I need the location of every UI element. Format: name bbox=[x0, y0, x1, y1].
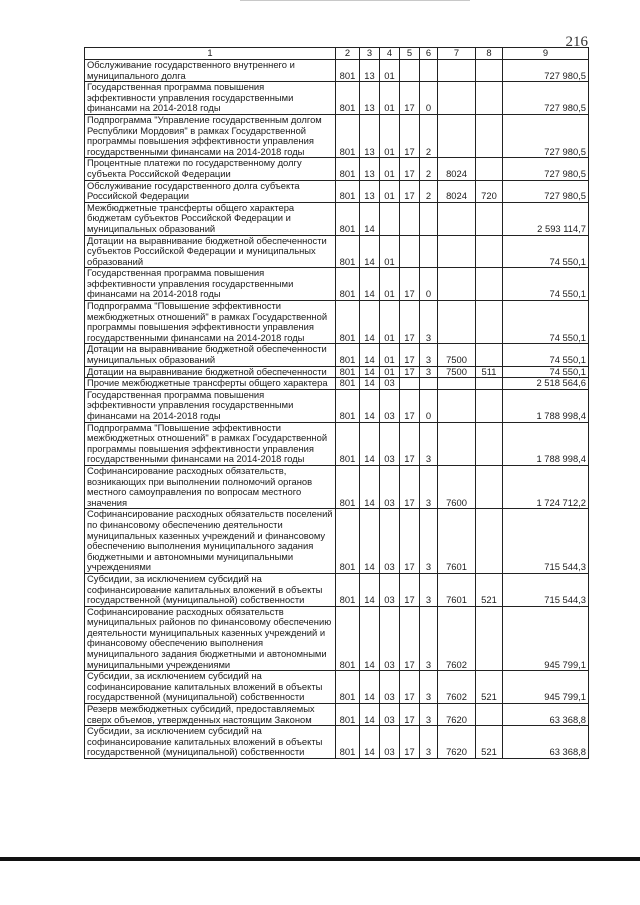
row-description: Дотации на выравнивание бюджетной обеспеченности bbox=[85, 366, 336, 378]
subsection-code: 01 bbox=[380, 82, 400, 115]
gov-code: 801 bbox=[336, 509, 360, 574]
subsection-code: 01 bbox=[380, 268, 400, 301]
target-article-code bbox=[438, 301, 476, 344]
expense-type-code bbox=[476, 606, 503, 671]
amount-value: 74 550,1 bbox=[503, 301, 589, 344]
section-code: 14 bbox=[360, 268, 380, 301]
row-description: Подпрограмма "Повышение эффективности межбюджетных отношений" в рамках Государственной программы повышения эффективности управления государственными финансами на 2014-2018 годы bbox=[85, 301, 336, 344]
table-row bbox=[85, 268, 589, 301]
subprogram-code: 3 bbox=[420, 301, 438, 344]
target-article-code: 7602 bbox=[438, 671, 476, 704]
row-description: Софинансирование расходных обязательств, возникающих при выполнении полномочий органов местного самоуправления по вопросам местного значения bbox=[85, 465, 336, 508]
expense-type-code bbox=[476, 422, 503, 465]
amount-value: 727 980,5 bbox=[503, 60, 589, 82]
subsection-code: 01 bbox=[380, 114, 400, 157]
column-header: 1 bbox=[85, 48, 336, 60]
gov-code: 801 bbox=[336, 378, 360, 390]
subsection-code: 03 bbox=[380, 465, 400, 508]
row-description: Государственная программа повышения эффективности управления государственными финансами на 2014-2018 годы bbox=[85, 389, 336, 422]
table-row bbox=[85, 344, 589, 366]
row-description: Подпрограмма "Повышение эффективности межбюджетных отношений" в рамках Государственной программы повышения эффективности управления государственными финансами на 2014-2018 годы bbox=[85, 422, 336, 465]
target-article-code bbox=[438, 82, 476, 115]
scan-edge-line bbox=[240, 0, 470, 1]
program-code: 17 bbox=[400, 158, 420, 180]
subprogram-code bbox=[420, 235, 438, 268]
table-row bbox=[85, 726, 589, 759]
amount-value: 1 788 998,4 bbox=[503, 389, 589, 422]
program-code: 17 bbox=[400, 389, 420, 422]
table-row bbox=[85, 158, 589, 180]
table-row bbox=[85, 422, 589, 465]
program-code bbox=[400, 202, 420, 235]
row-description: Дотации на выравнивание бюджетной обеспеченности муниципальных образований bbox=[85, 344, 336, 366]
row-description: Дотации на выравнивание бюджетной обеспеченности субъектов Российской Федерации и муниципальных образований bbox=[85, 235, 336, 268]
column-header: 2 bbox=[336, 48, 360, 60]
subprogram-code: 3 bbox=[420, 671, 438, 704]
subsection-code: 01 bbox=[380, 235, 400, 268]
table-row bbox=[85, 606, 589, 671]
expense-type-code: 720 bbox=[476, 180, 503, 202]
section-code: 13 bbox=[360, 158, 380, 180]
subprogram-code: 0 bbox=[420, 268, 438, 301]
program-code: 17 bbox=[400, 366, 420, 378]
table-row bbox=[85, 366, 589, 378]
subprogram-code: 2 bbox=[420, 158, 438, 180]
row-description: Подпрограмма "Управление государственным долгом Республики Мордовия" в рамках Государственной программы повышения эффективности управления государственными финансами на 2014-2018 годы bbox=[85, 114, 336, 157]
subsection-code: 03 bbox=[380, 704, 400, 726]
gov-code: 801 bbox=[336, 202, 360, 235]
gov-code: 801 bbox=[336, 158, 360, 180]
expense-type-code bbox=[476, 465, 503, 508]
section-code: 14 bbox=[360, 378, 380, 390]
section-code: 14 bbox=[360, 606, 380, 671]
program-code: 17 bbox=[400, 344, 420, 366]
amount-value: 63 368,8 bbox=[503, 704, 589, 726]
program-code: 17 bbox=[400, 114, 420, 157]
table-row bbox=[85, 389, 589, 422]
row-description: Субсидии, за исключением субсидий на софинансирование капитальных вложений в объекты государственной (муниципальной) собственности bbox=[85, 726, 336, 759]
target-article-code: 7601 bbox=[438, 509, 476, 574]
gov-code: 801 bbox=[336, 82, 360, 115]
program-code: 17 bbox=[400, 573, 420, 606]
subsection-code: 03 bbox=[380, 573, 400, 606]
section-code: 14 bbox=[360, 509, 380, 574]
table-row bbox=[85, 202, 589, 235]
target-article-code bbox=[438, 202, 476, 235]
row-description: Софинансирование расходных обязательств муниципальных районов по финансовому обеспечению деятельности муниципальных казенных учреждений и финансовому обеспечению выполнения муниципального задания бюджетными и автономными муниципальными учреждениями bbox=[85, 606, 336, 671]
subsection-code: 03 bbox=[380, 606, 400, 671]
section-code: 14 bbox=[360, 301, 380, 344]
amount-value: 63 368,8 bbox=[503, 726, 589, 759]
subprogram-code: 0 bbox=[420, 389, 438, 422]
subsection-code: 03 bbox=[380, 726, 400, 759]
target-article-code: 8024 bbox=[438, 158, 476, 180]
section-code: 13 bbox=[360, 60, 380, 82]
subsection-code: 03 bbox=[380, 389, 400, 422]
amount-value: 727 980,5 bbox=[503, 180, 589, 202]
expense-type-code bbox=[476, 344, 503, 366]
gov-code: 801 bbox=[336, 366, 360, 378]
gov-code: 801 bbox=[336, 704, 360, 726]
program-code: 17 bbox=[400, 509, 420, 574]
subsection-code bbox=[380, 202, 400, 235]
target-article-code: 7500 bbox=[438, 366, 476, 378]
table-row bbox=[85, 180, 589, 202]
program-code: 17 bbox=[400, 606, 420, 671]
gov-code: 801 bbox=[336, 344, 360, 366]
table-row bbox=[85, 671, 589, 704]
row-description: Субсидии, за исключением субсидий на софинансирование капитальных вложений в объекты государственной (муниципальной) собственности bbox=[85, 671, 336, 704]
amount-value: 1 724 712,2 bbox=[503, 465, 589, 508]
gov-code: 801 bbox=[336, 235, 360, 268]
expense-type-code: 521 bbox=[476, 726, 503, 759]
row-description: Резерв межбюджетных субсидий, предоставляемых сверх объемов, утвержденных настоящим Законом bbox=[85, 704, 336, 726]
expense-type-code bbox=[476, 60, 503, 82]
expense-type-code bbox=[476, 82, 503, 115]
gov-code: 801 bbox=[336, 60, 360, 82]
expense-type-code bbox=[476, 114, 503, 157]
row-description: Межбюджетные трансферты общего характера бюджетам субъектов Российской Федерации и муниципальных образований bbox=[85, 202, 336, 235]
amount-value: 2 593 114,7 bbox=[503, 202, 589, 235]
subsection-code: 01 bbox=[380, 301, 400, 344]
column-header: 9 bbox=[503, 48, 589, 60]
section-code: 14 bbox=[360, 235, 380, 268]
section-code: 14 bbox=[360, 389, 380, 422]
subsection-code: 03 bbox=[380, 509, 400, 574]
expense-type-code: 521 bbox=[476, 671, 503, 704]
expense-type-code bbox=[476, 158, 503, 180]
table-row bbox=[85, 704, 589, 726]
budget-table bbox=[84, 47, 589, 759]
section-code: 13 bbox=[360, 180, 380, 202]
row-description: Процентные платежи по государственному долгу субъекта Российской Федерации bbox=[85, 158, 336, 180]
target-article-code bbox=[438, 60, 476, 82]
section-code: 14 bbox=[360, 366, 380, 378]
row-description: Субсидии, за исключением субсидий на софинансирование капитальных вложений в объекты государственной (муниципальной) собственности bbox=[85, 573, 336, 606]
section-code: 14 bbox=[360, 344, 380, 366]
program-code: 17 bbox=[400, 465, 420, 508]
section-code: 14 bbox=[360, 726, 380, 759]
row-description: Государственная программа повышения эффективности управления государственными финансами на 2014-2018 годы bbox=[85, 82, 336, 115]
row-description: Прочие межбюджетные трансферты общего характера bbox=[85, 378, 336, 390]
subprogram-code: 3 bbox=[420, 344, 438, 366]
amount-value: 74 550,1 bbox=[503, 366, 589, 378]
target-article-code bbox=[438, 235, 476, 268]
column-header: 3 bbox=[360, 48, 380, 60]
table-body bbox=[85, 60, 589, 759]
gov-code: 801 bbox=[336, 606, 360, 671]
column-header: 4 bbox=[380, 48, 400, 60]
gov-code: 801 bbox=[336, 114, 360, 157]
section-code: 13 bbox=[360, 114, 380, 157]
subsection-code: 03 bbox=[380, 378, 400, 390]
target-article-code: 7620 bbox=[438, 704, 476, 726]
subprogram-code: 3 bbox=[420, 366, 438, 378]
section-code: 14 bbox=[360, 422, 380, 465]
gov-code: 801 bbox=[336, 726, 360, 759]
subprogram-code bbox=[420, 378, 438, 390]
expense-type-code bbox=[476, 268, 503, 301]
subsection-code: 03 bbox=[380, 422, 400, 465]
column-header: 8 bbox=[476, 48, 503, 60]
table-row bbox=[85, 82, 589, 115]
row-description: Обслуживание государственного долга субъекта Российской Федерации bbox=[85, 180, 336, 202]
gov-code: 801 bbox=[336, 180, 360, 202]
subsection-code: 01 bbox=[380, 344, 400, 366]
subprogram-code: 3 bbox=[420, 509, 438, 574]
amount-value: 74 550,1 bbox=[503, 344, 589, 366]
gov-code: 801 bbox=[336, 573, 360, 606]
table-header-row bbox=[85, 48, 589, 60]
column-header: 6 bbox=[420, 48, 438, 60]
target-article-code bbox=[438, 422, 476, 465]
section-code: 14 bbox=[360, 671, 380, 704]
amount-value: 727 980,5 bbox=[503, 158, 589, 180]
expense-type-code bbox=[476, 235, 503, 268]
expense-type-code bbox=[476, 389, 503, 422]
target-article-code: 7500 bbox=[438, 344, 476, 366]
target-article-code bbox=[438, 378, 476, 390]
column-header: 7 bbox=[438, 48, 476, 60]
footer-rule bbox=[0, 857, 640, 861]
target-article-code bbox=[438, 114, 476, 157]
subsection-code: 01 bbox=[380, 366, 400, 378]
subprogram-code: 3 bbox=[420, 606, 438, 671]
table-row bbox=[85, 235, 589, 268]
target-article-code: 7602 bbox=[438, 606, 476, 671]
gov-code: 801 bbox=[336, 268, 360, 301]
gov-code: 801 bbox=[336, 671, 360, 704]
subsection-code: 01 bbox=[380, 60, 400, 82]
amount-value: 727 980,5 bbox=[503, 82, 589, 115]
target-article-code: 7600 bbox=[438, 465, 476, 508]
target-article-code bbox=[438, 268, 476, 301]
subsection-code: 01 bbox=[380, 158, 400, 180]
amount-value: 727 980,5 bbox=[503, 114, 589, 157]
section-code: 14 bbox=[360, 465, 380, 508]
program-code bbox=[400, 378, 420, 390]
target-article-code: 7601 bbox=[438, 573, 476, 606]
expense-type-code bbox=[476, 509, 503, 574]
page-number: 216 bbox=[565, 34, 588, 50]
target-article-code: 7620 bbox=[438, 726, 476, 759]
program-code bbox=[400, 60, 420, 82]
section-code: 14 bbox=[360, 704, 380, 726]
row-description: Софинансирование расходных обязательств поселений по финансовому обеспечению деятельности муниципальных казенных учреждений и финансовому обеспечению выполнения муниципального задания бюджетными и автономными муниципальными учреждениями bbox=[85, 509, 336, 574]
expense-type-code bbox=[476, 704, 503, 726]
amount-value: 2 518 564,6 bbox=[503, 378, 589, 390]
subprogram-code: 2 bbox=[420, 114, 438, 157]
section-code: 13 bbox=[360, 82, 380, 115]
subsection-code: 03 bbox=[380, 671, 400, 704]
subprogram-code: 3 bbox=[420, 465, 438, 508]
subprogram-code: 3 bbox=[420, 704, 438, 726]
program-code: 17 bbox=[400, 301, 420, 344]
subprogram-code bbox=[420, 202, 438, 235]
row-description: Государственная программа повышения эффективности управления государственными финансами на 2014-2018 годы bbox=[85, 268, 336, 301]
program-code: 17 bbox=[400, 180, 420, 202]
subprogram-code: 3 bbox=[420, 573, 438, 606]
gov-code: 801 bbox=[336, 389, 360, 422]
subprogram-code: 3 bbox=[420, 422, 438, 465]
table-row bbox=[85, 465, 589, 508]
gov-code: 801 bbox=[336, 301, 360, 344]
section-code: 14 bbox=[360, 573, 380, 606]
column-header: 5 bbox=[400, 48, 420, 60]
program-code: 17 bbox=[400, 268, 420, 301]
amount-value: 715 544,3 bbox=[503, 573, 589, 606]
program-code bbox=[400, 235, 420, 268]
expense-type-code: 521 bbox=[476, 573, 503, 606]
table-row bbox=[85, 60, 589, 82]
amount-value: 945 799,1 bbox=[503, 671, 589, 704]
program-code: 17 bbox=[400, 422, 420, 465]
table-row bbox=[85, 301, 589, 344]
program-code: 17 bbox=[400, 704, 420, 726]
expense-type-code bbox=[476, 202, 503, 235]
gov-code: 801 bbox=[336, 465, 360, 508]
subprogram-code: 0 bbox=[420, 82, 438, 115]
amount-value: 74 550,1 bbox=[503, 235, 589, 268]
table-row bbox=[85, 573, 589, 606]
expense-type-code bbox=[476, 378, 503, 390]
expense-type-code: 511 bbox=[476, 366, 503, 378]
table-row bbox=[85, 114, 589, 157]
amount-value: 715 544,3 bbox=[503, 509, 589, 574]
table-row bbox=[85, 509, 589, 574]
subprogram-code: 2 bbox=[420, 180, 438, 202]
program-code: 17 bbox=[400, 82, 420, 115]
row-description: Обслуживание государственного внутреннего и муниципального долга bbox=[85, 60, 336, 82]
subprogram-code: 3 bbox=[420, 726, 438, 759]
amount-value: 74 550,1 bbox=[503, 268, 589, 301]
amount-value: 1 788 998,4 bbox=[503, 422, 589, 465]
program-code: 17 bbox=[400, 671, 420, 704]
amount-value: 945 799,1 bbox=[503, 606, 589, 671]
target-article-code bbox=[438, 389, 476, 422]
gov-code: 801 bbox=[336, 422, 360, 465]
program-code: 17 bbox=[400, 726, 420, 759]
subprogram-code bbox=[420, 60, 438, 82]
section-code: 14 bbox=[360, 202, 380, 235]
expense-type-code bbox=[476, 301, 503, 344]
subsection-code: 01 bbox=[380, 180, 400, 202]
table-row bbox=[85, 378, 589, 390]
target-article-code: 8024 bbox=[438, 180, 476, 202]
